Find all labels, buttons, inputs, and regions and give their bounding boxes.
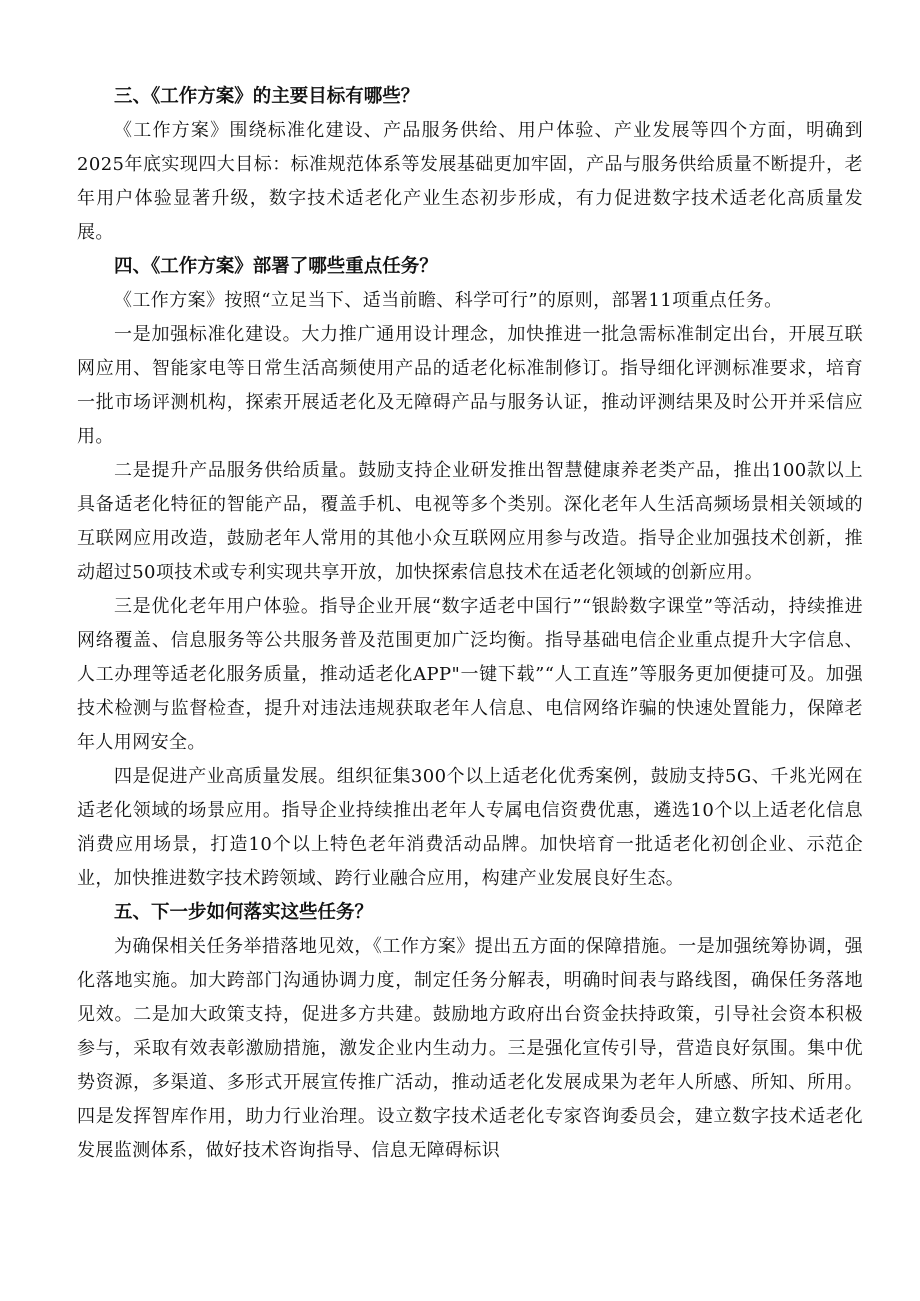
section-heading-next-steps: 五、下一步如何落实这些任务？ — [114, 902, 374, 923]
paragraph-task-experience: 三是优化老年用户体验。指导企业开展“数字适老中国行”“银龄数字课堂”等活动，持续推进网络覆盖、信息服务等公共服务普及范围更加广泛均衡。指导基础电信企业重点提升大字信息、人工办理等适老化服务质量，推动适老化APP"一键下载”“人工直连”等服务更加便捷可及。加强技术检测与监督检查，提升对违法违规获取老年人信息、电信网络诈骗的快速处置能力，保障老年人用网安全。 — [77, 596, 863, 753]
section-tasks — [77, 250, 863, 896]
paragraph-task-industry: 四是促进产业高质量发展。组织征集300个以上适老化优秀案例，鼓励支持5G、千兆光网在适老化领域的场景应用。指导企业持续推出老年人专属电信资费优惠，遴选10个以上适老化信息消费应用场景，打造10个以上特色老年消费活动品牌。加快培育一批适老化初创企业、示范企业，加快推进数字技术跨领域、跨行业融合应用，构建产业发展良好生态。 — [77, 766, 863, 889]
paragraph-goals: 《工作方案》围绕标准化建设、产品服务供给、用户体验、产业发展等四个方面，明确到2025年底实现四大目标：标准规范体系等发展基础更加牢固，产品与服务供给质量不断提升，老年用户体验显著升级，数字技术适老化产业生态初步形成，有力促进数字技术适老化高质量发展。 — [77, 120, 863, 243]
paragraph-safeguards: 为确保相关任务举措落地见效，《工作方案》提出五方面的保障措施。一是加强统筹协调，强化落地实施。加大跨部门沟通协调力度，制定任务分解表，明确时间表与路线图，确保任务落地见效。二是加大政策支持，促进多方共建。鼓励地方政府出台资金扶持政策，引导社会资本积极参与，采取有效表彰激励措施，激发企业内生动力。三是强化宣传引导，营造良好氛围。集中优势资源，多渠道、多形式开展宣传推广活动，推动适老化发展成果为老年人所感、所知、所用。四是发挥智库作用，助力行业治理。设立数字技术适老化专家咨询委员会，建立数字技术适老化发展监测体系，做好技术咨询指导、信息无障碍标识 — [77, 936, 863, 1161]
section-goals — [77, 80, 863, 250]
section-heading-tasks: 四、《工作方案》部署了哪些重点任务？ — [114, 256, 438, 277]
paragraph-task-standardization: 一是加强标准化建设。大力推广通用设计理念，加快推进一批急需标准制定出台，开展互联网应用、智能家电等日常生活高频使用产品的适老化标准制修订。指导细化评测标准要求，培育一批市场评测机构，探索开展适老化及无障碍产品与服务认证，推动评测结果及时公开并采信应用。 — [77, 324, 863, 447]
section-next-steps — [77, 896, 863, 1168]
document-page — [77, 80, 863, 1168]
section-heading-goals: 三、《工作方案》的主要目标有哪些？ — [114, 86, 420, 107]
paragraph-tasks-intro: 《工作方案》按照“立足当下、适当前瞻、科学可行”的原则，部署11项重点任务。 — [114, 290, 783, 311]
paragraph-task-supply: 二是提升产品服务供给质量。鼓励支持企业研发推出智慧健康养老类产品，推出100款以上具备适老化特征的智能产品，覆盖手机、电视等多个类别。深化老年人生活高频场景相关领域的互联网应用改造，鼓励老年人常用的其他小众互联网应用参与改造。指导企业加强技术创新，推动超过50项技术或专利实现共享开放，加快探索信息技术在适老化领域的创新应用。 — [77, 460, 863, 583]
